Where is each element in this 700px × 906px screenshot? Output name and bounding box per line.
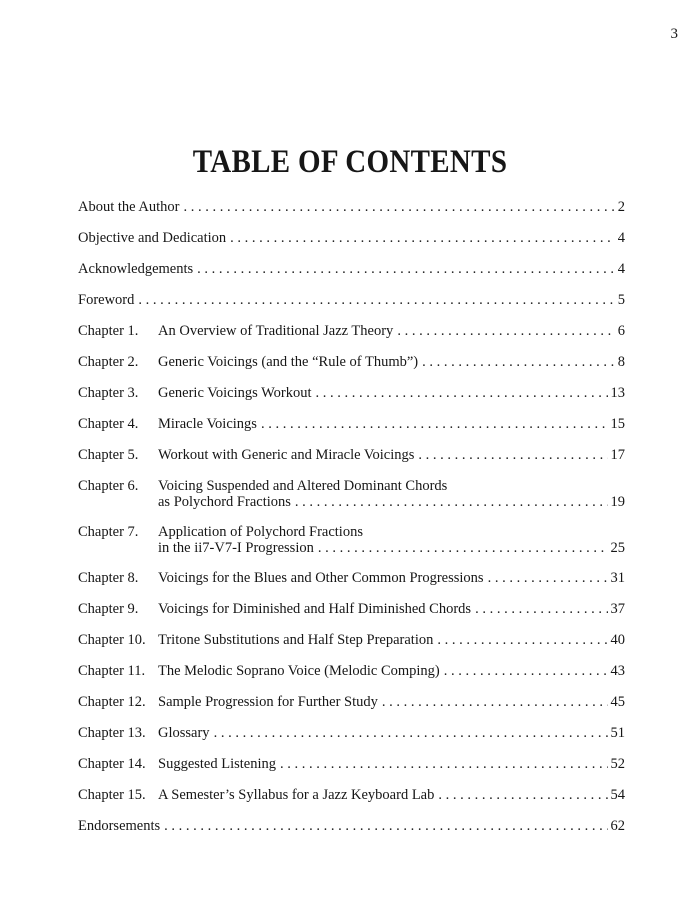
toc-entry-title: Sample Progression for Further Study bbox=[158, 694, 378, 710]
toc-entry-title: Objective and Dedication bbox=[78, 230, 227, 246]
toc-entry-chapter-12 bbox=[78, 693, 625, 711]
chapter-label: Chapter 14. bbox=[78, 756, 146, 772]
toc-entry-about-the-author bbox=[78, 198, 625, 216]
toc-entry-chapter-14 bbox=[78, 755, 625, 773]
chapter-label: Chapter 3. bbox=[78, 385, 139, 401]
dot-leader bbox=[438, 786, 607, 804]
toc-entry-title: Endorsements bbox=[78, 818, 161, 834]
toc-entry-chapter-11 bbox=[78, 662, 625, 680]
toc-entry-foreword bbox=[78, 291, 625, 309]
toc-entry-title: Voicings for the Blues and Other Common Progressions bbox=[158, 570, 484, 586]
dot-leader bbox=[418, 446, 607, 464]
dot-leader bbox=[315, 384, 607, 402]
chapter-label: Chapter 1. bbox=[78, 323, 139, 339]
toc-entry-title: Generic Voicings (and the “Rule of Thumb”) bbox=[158, 354, 419, 370]
dot-leader bbox=[184, 198, 615, 216]
toc-entry-acknowledgements bbox=[78, 260, 625, 278]
toc-entry-page: 17 bbox=[610, 447, 625, 463]
toc-entry-page: 2 bbox=[617, 199, 625, 215]
dot-leader bbox=[197, 260, 615, 278]
chapter-label: Chapter 12. bbox=[78, 694, 146, 710]
chapter-label: Chapter 4. bbox=[78, 416, 139, 432]
dot-leader bbox=[318, 539, 608, 557]
dot-leader bbox=[422, 353, 615, 371]
chapter-label: Chapter 2. bbox=[78, 354, 139, 370]
toc-entry-chapter-15 bbox=[78, 786, 625, 804]
toc-entry-chapter-6 bbox=[78, 477, 625, 511]
toc-entry-page: 51 bbox=[610, 725, 625, 741]
toc-entry-page: 25 bbox=[610, 540, 625, 556]
toc-entry-title: Acknowledgements bbox=[78, 261, 194, 277]
dot-leader bbox=[230, 229, 615, 247]
chapter-label: Chapter 7. bbox=[78, 524, 139, 540]
toc-entry-page: 6 bbox=[617, 323, 625, 339]
toc-entry-page: 4 bbox=[617, 230, 625, 246]
toc-entry-chapter-9 bbox=[78, 600, 625, 618]
dot-leader bbox=[138, 291, 614, 309]
toc-entry-page: 13 bbox=[610, 385, 625, 401]
toc-entry-chapter-3 bbox=[78, 384, 625, 402]
toc-entry-chapter-7 bbox=[78, 523, 625, 557]
toc-entry-title: Voicings for Diminished and Half Diminished Chords bbox=[158, 601, 472, 617]
toc-entry-chapter-1 bbox=[78, 322, 625, 340]
toc-entry-page: 31 bbox=[610, 570, 625, 586]
toc-entry-title: Foreword bbox=[78, 292, 135, 308]
toc-entry-title-line1: Application of Polychord Fractions bbox=[158, 524, 363, 540]
toc-entry-page: 54 bbox=[610, 787, 625, 803]
chapter-label: Chapter 8. bbox=[78, 570, 139, 586]
toc-entry-chapter-13 bbox=[78, 724, 625, 742]
toc-entry-title: An Overview of Traditional Jazz Theory bbox=[158, 323, 394, 339]
dot-leader bbox=[437, 631, 607, 649]
toc-entry-page: 62 bbox=[610, 818, 625, 834]
toc-entry-page: 15 bbox=[610, 416, 625, 432]
toc-entry-title: A Semester’s Syllabus for a Jazz Keyboard Lab bbox=[158, 787, 435, 803]
toc-entry-objective-and-dedication bbox=[78, 229, 625, 247]
toc-entry-page: 8 bbox=[617, 354, 625, 370]
toc-entry-title: Tritone Substitutions and Half Step Preparation bbox=[158, 632, 434, 648]
dot-leader bbox=[444, 662, 608, 680]
dot-leader bbox=[280, 755, 607, 773]
toc-entry-chapter-2 bbox=[78, 353, 625, 371]
dot-leader bbox=[214, 724, 608, 742]
toc-entry-title: Miracle Voicings bbox=[158, 416, 257, 432]
toc-entry-title-line1: Voicing Suspended and Altered Dominant Chords bbox=[158, 478, 448, 494]
toc-entry-title: in the ii7-V7-I Progression bbox=[158, 540, 314, 556]
toc-entry-chapter-5 bbox=[78, 446, 625, 464]
toc-entry-title: Generic Voicings Workout bbox=[158, 385, 312, 401]
chapter-label: Chapter 10. bbox=[78, 632, 146, 648]
chapter-label: Chapter 5. bbox=[78, 447, 139, 463]
dot-leader bbox=[164, 817, 607, 835]
toc-entry-chapter-8 bbox=[78, 569, 625, 587]
dot-leader bbox=[382, 693, 608, 711]
toc-entry-page: 5 bbox=[617, 292, 625, 308]
page-number: 3 bbox=[670, 26, 678, 42]
toc-entry-title: Workout with Generic and Miracle Voicings bbox=[158, 447, 415, 463]
toc-entry-chapter-4 bbox=[78, 415, 625, 433]
dot-leader bbox=[295, 493, 608, 511]
chapter-label: Chapter 13. bbox=[78, 725, 146, 741]
toc-entry-title: About the Author bbox=[78, 199, 180, 215]
page-title: TABLE OF CONTENTS bbox=[192, 144, 508, 180]
dot-leader bbox=[397, 322, 614, 340]
toc-entry-endorsements bbox=[78, 817, 625, 835]
toc-entry-page: 4 bbox=[617, 261, 625, 277]
toc-entry-chapter-10 bbox=[78, 631, 625, 649]
chapter-label: Chapter 9. bbox=[78, 601, 139, 617]
toc-entry-title: Suggested Listening bbox=[158, 756, 277, 772]
toc-entry-title: as Polychord Fractions bbox=[158, 494, 291, 510]
dot-leader bbox=[475, 600, 607, 618]
chapter-label: Chapter 15. bbox=[78, 787, 146, 803]
toc-entry-title: The Melodic Soprano Voice (Melodic Comping) bbox=[158, 663, 440, 679]
chapter-label: Chapter 11. bbox=[78, 663, 146, 679]
toc-entry-page: 19 bbox=[610, 494, 625, 510]
toc-entry-title: Glossary bbox=[158, 725, 210, 741]
toc-entry-page: 37 bbox=[610, 601, 625, 617]
dot-leader bbox=[488, 569, 608, 587]
toc-entry-page: 43 bbox=[610, 663, 625, 679]
toc-entry-page: 40 bbox=[610, 632, 625, 648]
toc-entry-page: 45 bbox=[610, 694, 625, 710]
dot-leader bbox=[261, 415, 608, 433]
chapter-label: Chapter 6. bbox=[78, 478, 139, 494]
toc-entry-page: 52 bbox=[610, 756, 625, 772]
